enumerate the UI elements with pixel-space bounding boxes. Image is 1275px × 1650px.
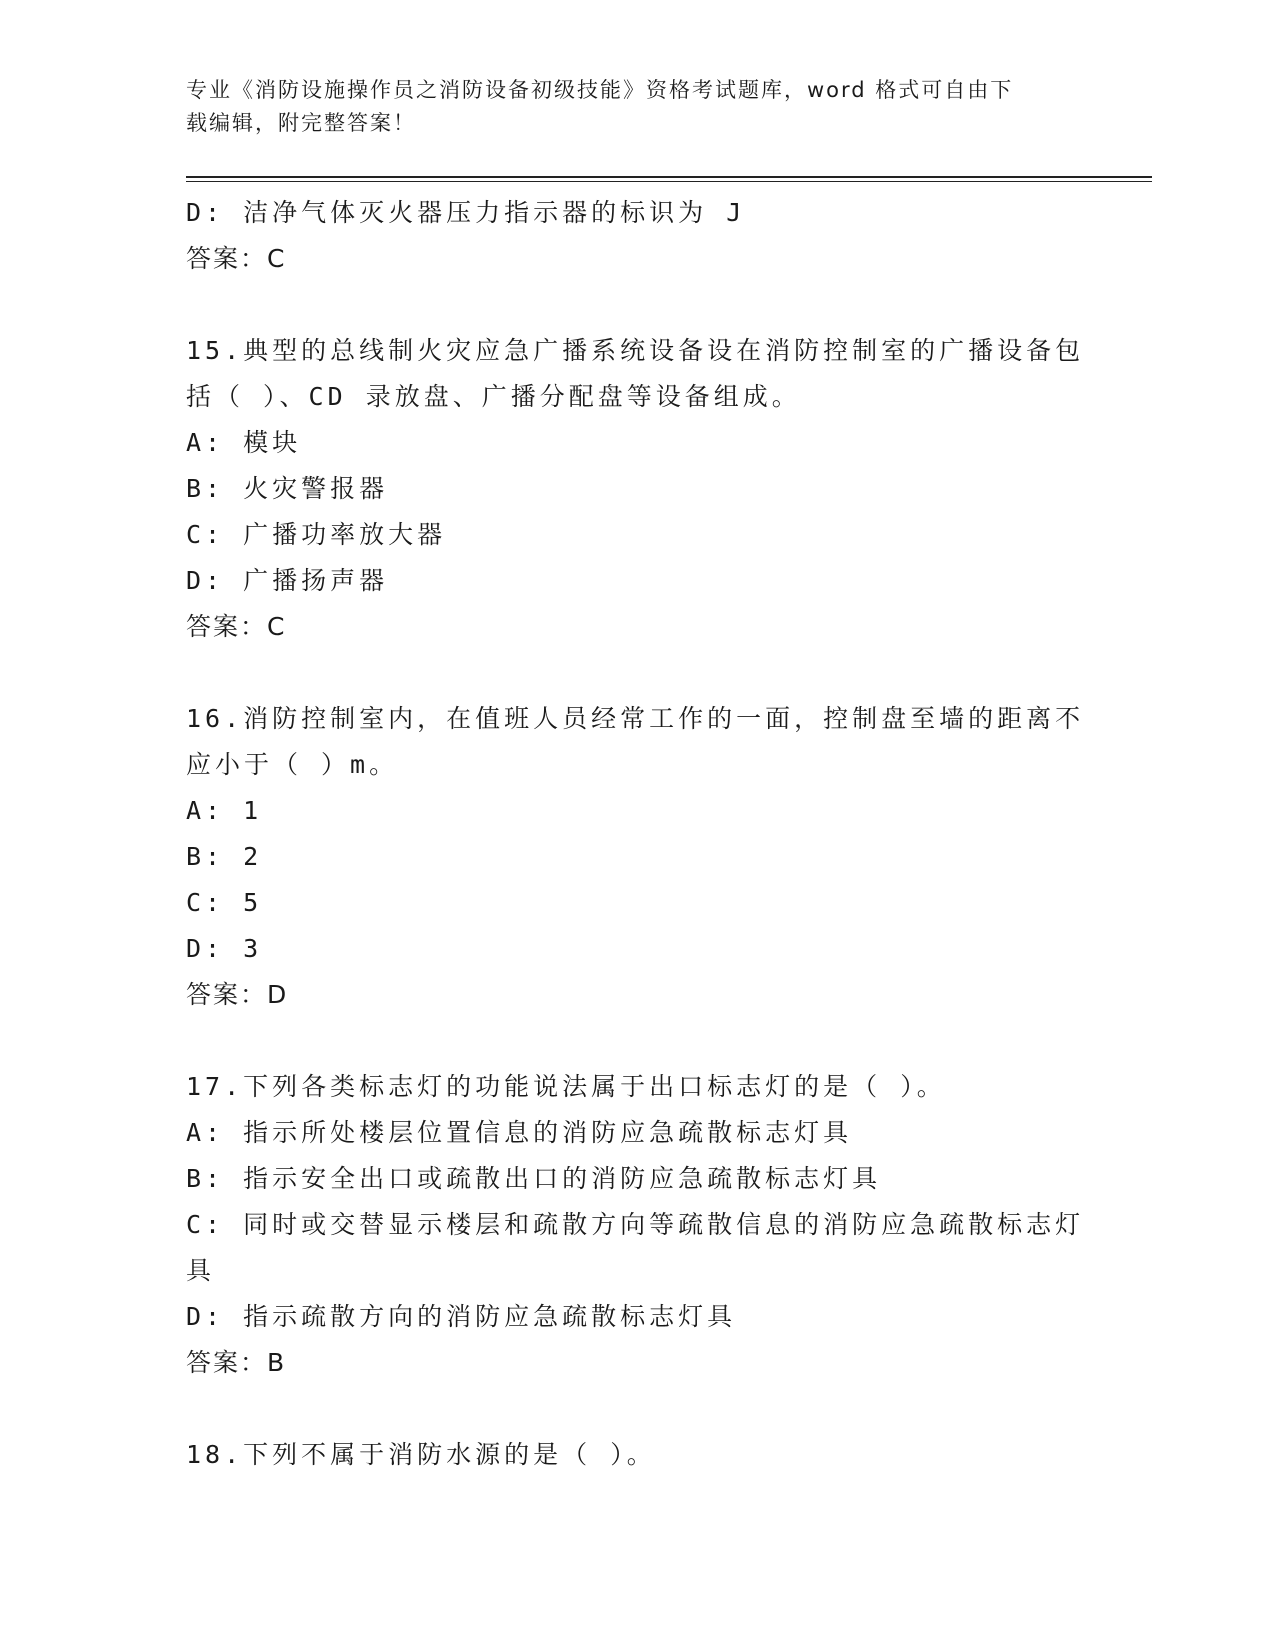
answer-label: 答案：B: [186, 1348, 287, 1377]
option-d: D: 洁净气体灭火器压力指示器的标识为 J: [186, 198, 746, 227]
spacer: [186, 650, 1086, 696]
question-stem-continued: 应小于（ ）m。: [186, 750, 399, 779]
question-stem-continued: 括（ ）、CD 录放盘、广播分配盘等设备组成。: [186, 382, 801, 411]
question-15: [186, 328, 1086, 650]
option-d: D: 指示疏散方向的消防应急疏散标志灯具: [186, 1302, 737, 1331]
option-c: C: 同时或交替显示楼层和疏散方向等疏散信息的消防应急疏散标志灯: [186, 1210, 1085, 1239]
option-c: C: 广播功率放大器: [186, 520, 447, 549]
question-stem: 16.消防控制室内，在值班人员经常工作的一面，控制盘至墙的距离不: [186, 704, 1085, 733]
spacer: [186, 282, 1086, 328]
answer-label: 答案：C: [186, 612, 287, 641]
option-b: B: 2: [186, 842, 263, 871]
option-a: A: 1: [186, 796, 263, 825]
question-stem: 18.下列不属于消防水源的是（ ）。: [186, 1440, 656, 1469]
spacer: [186, 1386, 1086, 1432]
question-stem: 17.下列各类标志灯的功能说法属于出口标志灯的是（ ）。: [186, 1072, 946, 1101]
spacer: [186, 1018, 1086, 1064]
document-header: [186, 74, 1066, 140]
question-stem: 15.典型的总线制火灾应急广播系统设备设在消防控制室的广播设备包: [186, 336, 1085, 365]
answer-label: 答案：D: [186, 980, 289, 1009]
header-line-1: 专业《消防设施操作员之消防设备初级技能》资格考试题库，word 格式可自由下: [186, 78, 1014, 102]
option-c: C: 5: [186, 888, 263, 917]
question-16: [186, 696, 1086, 1018]
option-a: A: 指示所处楼层位置信息的消防应急疏散标志灯具: [186, 1118, 853, 1147]
answer-label: 答案：C: [186, 244, 287, 273]
option-b: B: 指示安全出口或疏散出口的消防应急疏散标志灯具: [186, 1164, 882, 1193]
option-d: D: 广播扬声器: [186, 566, 389, 595]
option-c-continued: 具: [186, 1256, 216, 1285]
option-b: B: 火灾警报器: [186, 474, 389, 503]
question-content: [186, 190, 1086, 1478]
header-divider-thick: [186, 176, 1152, 178]
question-17: [186, 1064, 1086, 1386]
option-a: A: 模块: [186, 428, 302, 457]
header-line-2: 载编辑，附完整答案！: [186, 111, 416, 135]
question-14-tail: [186, 190, 1086, 282]
question-18: [186, 1432, 1086, 1478]
header-divider-thin: [186, 181, 1152, 182]
option-d: D: 3: [186, 934, 263, 963]
